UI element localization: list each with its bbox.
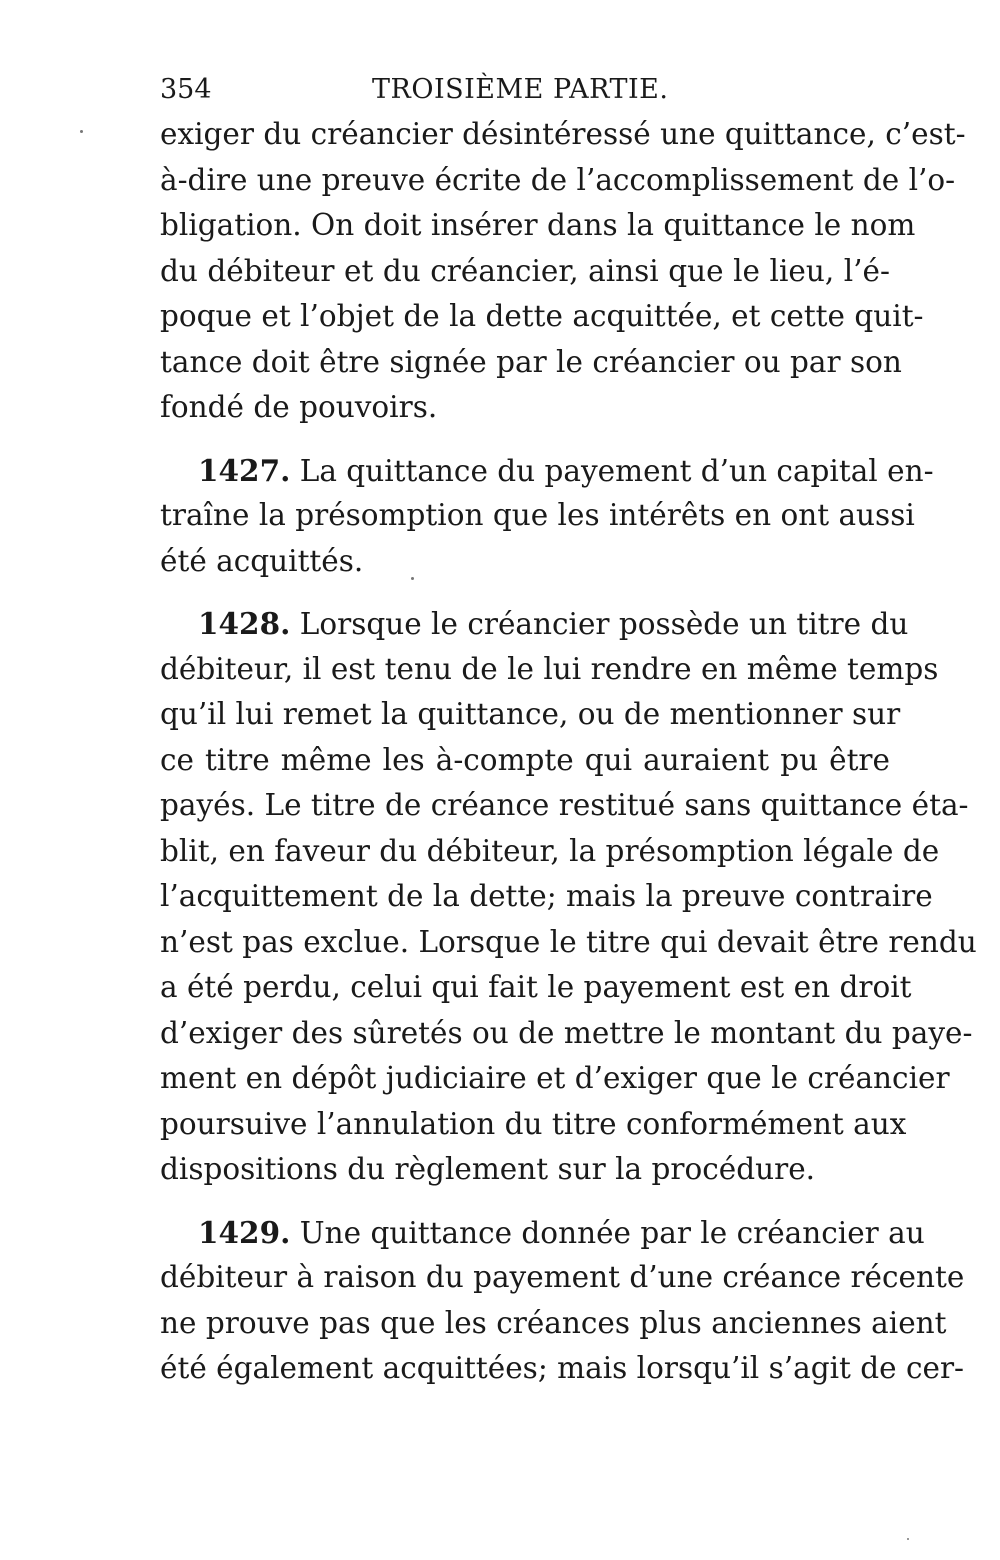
text-line: du débiteur et du créancier, ainsi que le lieu, l’é- (160, 253, 890, 288)
page-number: 354 (160, 74, 212, 105)
text-line: dispositions du règlement sur la procédure. (160, 1152, 816, 1186)
text-line: traîne la présomption que les intérêts en ont aussi (160, 498, 915, 532)
text-line: ne prouve pas que les créances plus anciennes aient (160, 1305, 947, 1340)
text-line: poque et l’objet de la dette acquittée, et cette quit- (160, 299, 924, 333)
article-number: 1428. (198, 606, 291, 641)
text-line: qu’il lui remet la quittance, ou de mentionner sur (160, 697, 901, 731)
article-number: 1429. (198, 1214, 291, 1250)
text-line: 1427. La quittance du payement d’un capital en- (198, 452, 934, 488)
text-line: 1429. Une quittance donnée par le créancier au (198, 1214, 925, 1250)
text-line: été également acquittées; mais lorsqu’il s’agit de cer- (160, 1351, 965, 1385)
text-line: ment en dépôt judiciaire et d’exiger que le créancier (160, 1061, 950, 1095)
text-line: poursuive l’annulation du titre conformément aux (160, 1106, 907, 1141)
text-line: ce titre même les à-compte qui auraient pu être (160, 742, 890, 777)
text-line: 1428. Lorsque le créancier possède un titre du (198, 606, 909, 641)
running-head: TROISIÈME PARTIE. (372, 74, 669, 105)
page-header (160, 70, 890, 112)
book-page (160, 70, 977, 1392)
article-number: 1427. (198, 452, 291, 488)
text-line: payés. Le titre de créance restitué sans quittance éta- (160, 788, 969, 822)
text-line: débiteur à raison du payement d’une créance récente (160, 1260, 965, 1294)
text-line: à-dire une preuve écrite de l’accomplissement de l’o- (160, 162, 956, 197)
text-line: d’exiger des sûretés ou de mettre le montant du paye- (160, 1015, 973, 1050)
paragraph-continuation (160, 112, 966, 431)
text-line: tance doit être signée par le créancier ou par son (160, 344, 902, 379)
text-line: fondé de pouvoirs. (160, 390, 438, 424)
text-line: n’est pas exclue. Lorsque le titre qui devait être rendu (160, 924, 977, 959)
article-1429 (160, 1210, 965, 1392)
article-1428 (160, 601, 977, 1193)
text-line: blit, en faveur du débiteur, la présomption légale de (160, 833, 940, 868)
text-line: a été perdu, celui qui fait le payement est en droit (160, 970, 912, 1004)
text-line: exiger du créancier désintéressé une quittance, c’est- (160, 117, 966, 151)
text-line: l’acquittement de la dette; mais la preuve contraire (160, 879, 933, 913)
text-line: été acquittés. (160, 543, 364, 578)
text-line: débiteur, il est tenu de le lui rendre en même temps (160, 651, 939, 686)
text-line: bligation. On doit insérer dans la quittance le nom (160, 208, 916, 242)
article-1427 (160, 448, 934, 585)
